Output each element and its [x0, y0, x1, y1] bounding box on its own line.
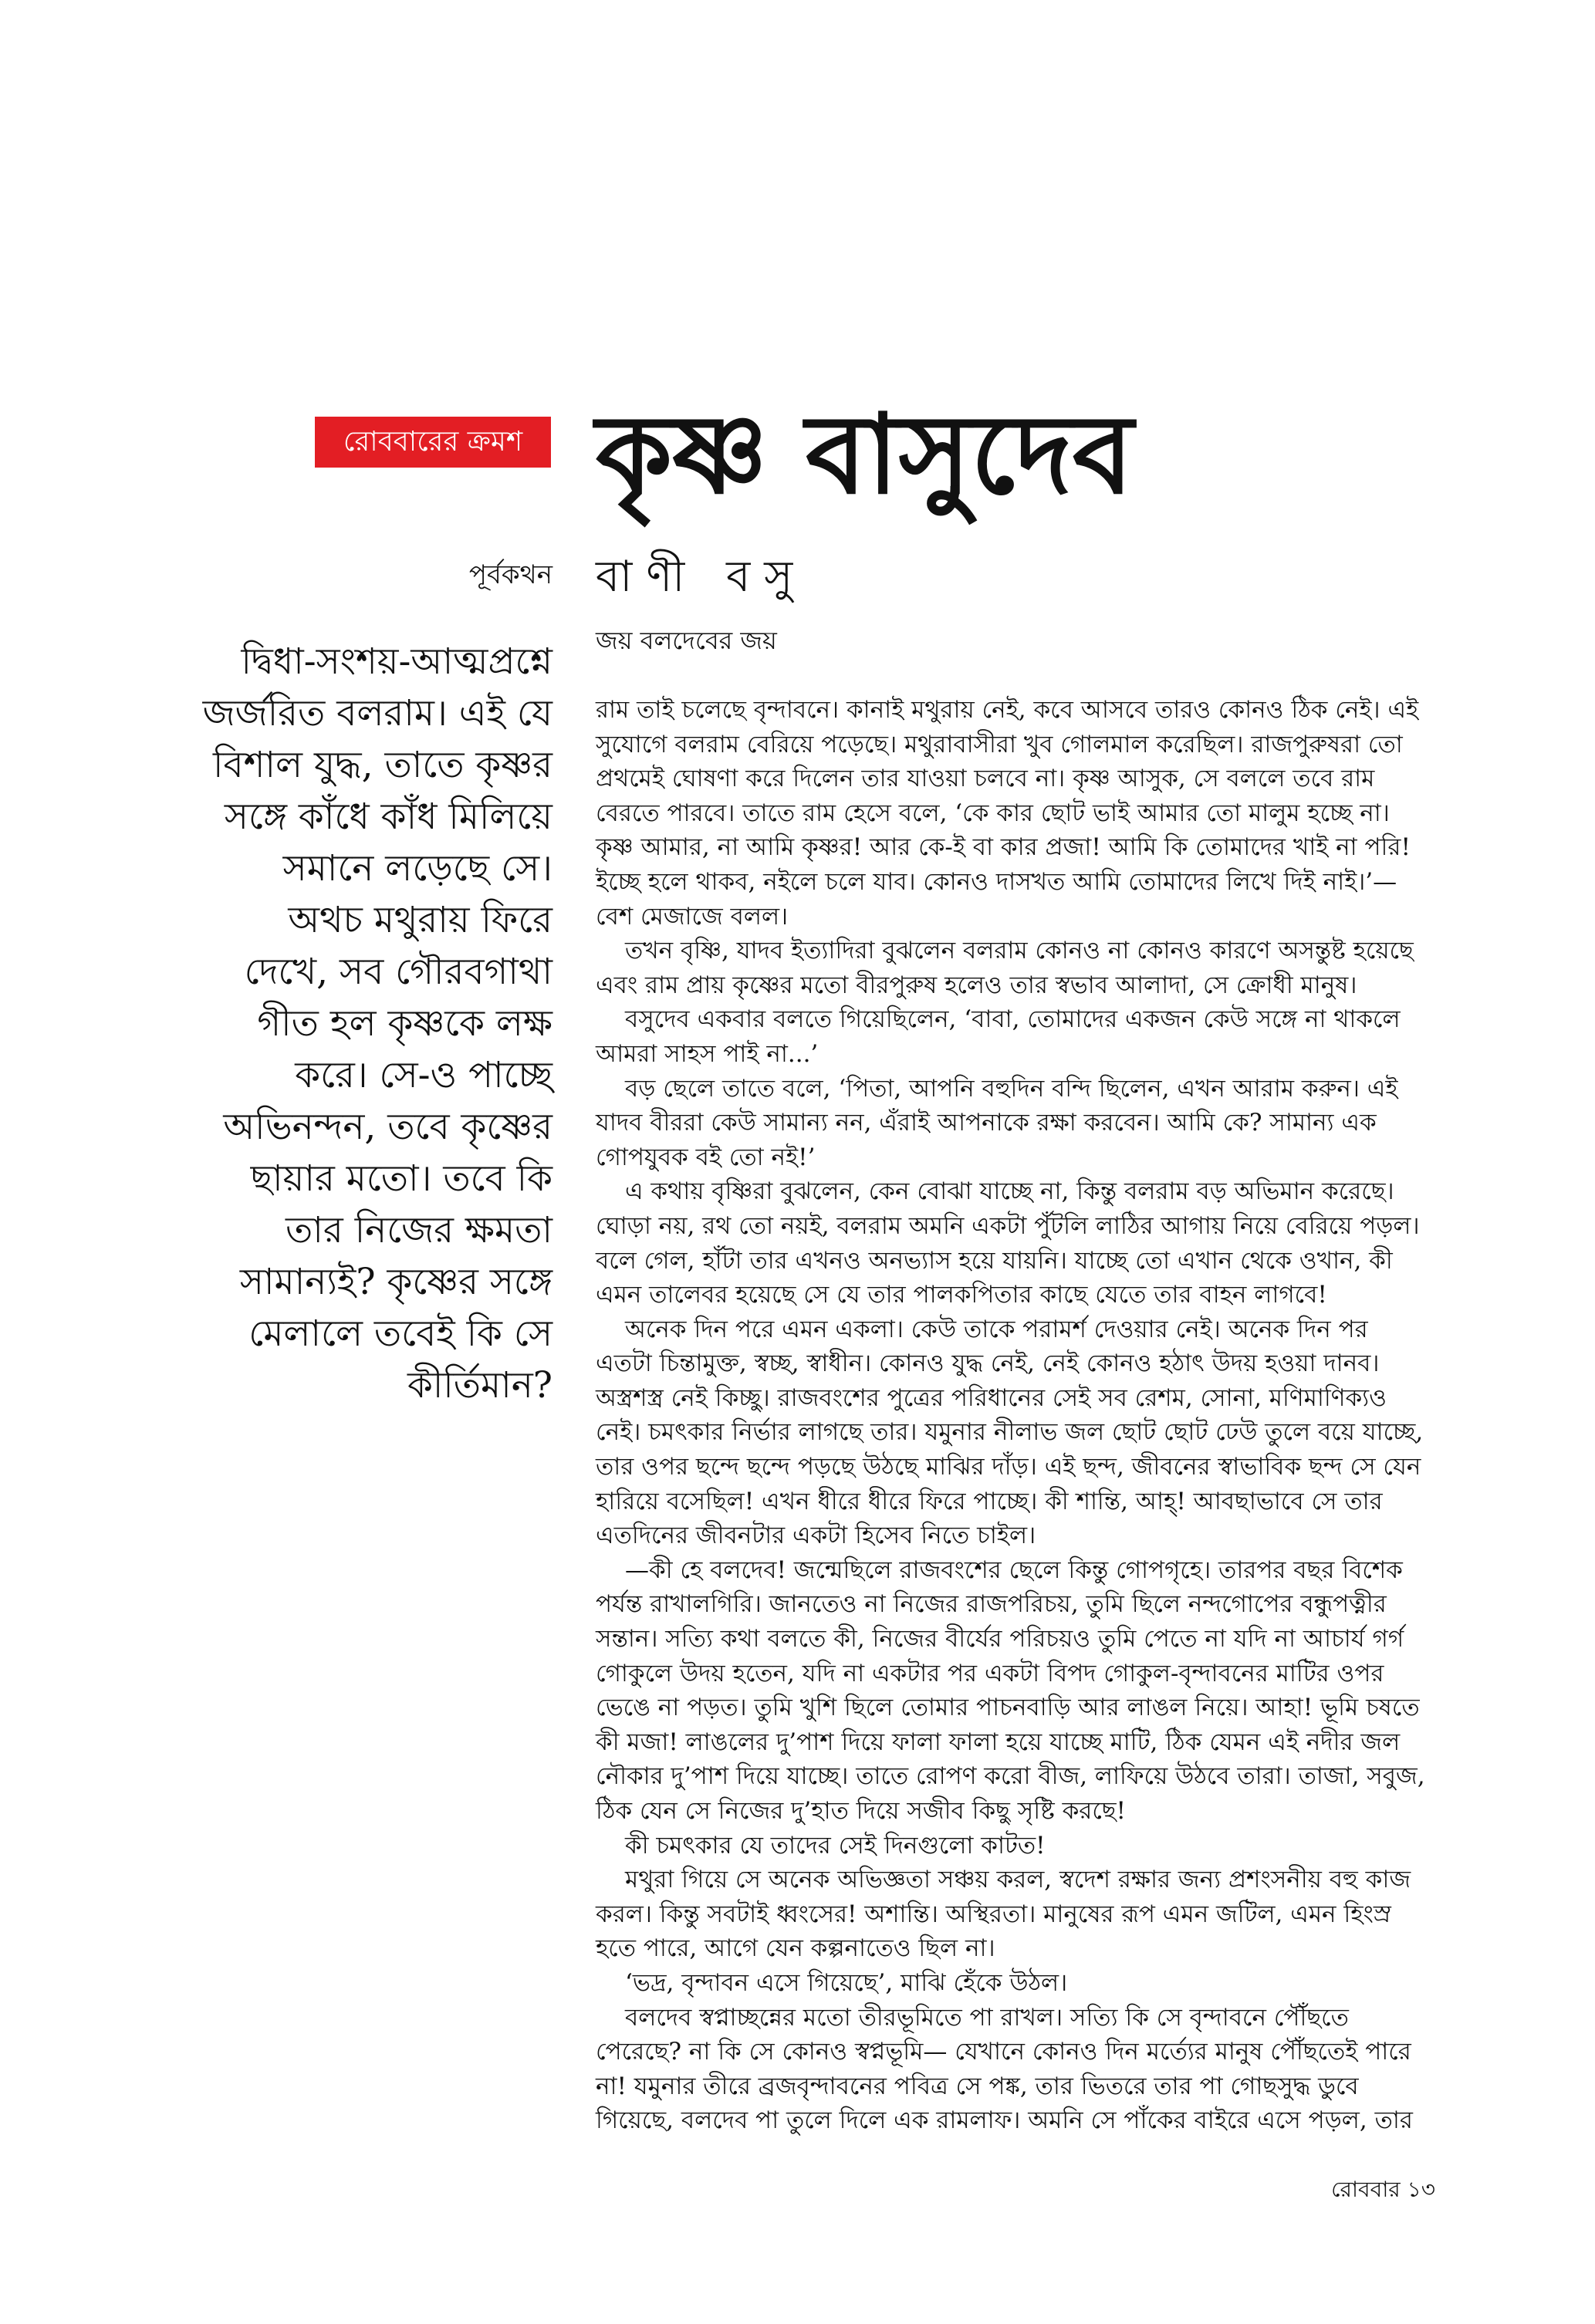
pull-quote-line: দেখে, সব গৌরবগাথা [244, 951, 553, 993]
pull-quote-line: বিশাল যুদ্ধ, তাতে কৃষ্ণর [213, 744, 553, 786]
pull-quote-line: তার নিজের ক্ষমতা [286, 1209, 553, 1252]
article-title: কৃষ্ণ বাসুদেব [596, 391, 1134, 519]
pull-quote-line: দ্বিধা-সংশয়-আত্মপ্রশ্নে [241, 640, 553, 683]
pull-quote-line: সামান্যই? কৃষ্ণের সঙ্গে [239, 1261, 553, 1303]
pull-quote-line: সঙ্গে কাঁধে কাঁধ মিলিয়ে [224, 795, 553, 838]
pull-quote-line: গীত হল কৃষ্ণকে লক্ষ [257, 1002, 553, 1045]
article-paragraph: রাম তাই চলেছে বৃন্দাবনে। কানাই মথুরায় নেই, কবে আসবে তারও কোনও ঠিক নেই। এই সুযোগে বলরাম বেরিয়ে পড়েছে। মথুরাবাসীরা খুব গোলমাল করেছিল। রাজপুরুষরা তো প্রথমেই ঘোষণা করে দিলেন তার যাওয়া চলবে না। কৃষ্ণ আসুক, সে বললে তবে রাম বেরতে পারবে। তাতে রাম হেসে বলে, ‘কে কার ছোট ভাই আমার তো মালুম হচ্ছে না। কৃষ্ণ আমার, না আমি কৃষ্ণর! আর কে-ই বা কার প্রজা! আমি কি তোমাদের খাই না পরি! ইচ্ছে হলে থাকব, নইলে চলে যাব। কোনও দাসখত আমি তোমাদের লিখে দিই নাই।’— বেশ মেজাজে বলল। [596, 696, 1419, 931]
pull-quote-line: ছায়ার মতো। তবে কি [250, 1157, 553, 1200]
pull-quote [139, 636, 553, 1411]
pull-quote-line: অথচ মথুরায় ফিরে [288, 899, 553, 941]
article-paragraph: অনেক দিন পরে এমন একলা। কেউ তাকে পরামর্শ দেওয়ার নেই। অনেক দিন পর এতটা চিন্তামুক্ত, স্বচ্ছ, স্বাধীন। কোনও যুদ্ধ নেই, নেই কোনও হঠাৎ উদয় হওয়া দানব। অস্ত্রশস্ত্র নেই কিচ্ছু। রাজবংশের পুত্রের পরিধানের সেই সব রেশম, সোনা, মণিমাণিক্যও নেই। চমৎকার নির্ভার লাগছে তার। যমুনার নীলাভ জল ছোট ছোট ঢেউ তুলে বয়ে যাচ্ছে, তার ওপর ছন্দে ছন্দে পড়ছে উঠছে মাঝির দাঁড়। এই ছন্দ, জীবনের স্বাভাবিক ছন্দ সে যেন হারিয়ে বসেছিল! এখন ধীরে ধীরে ফিরে পাচ্ছে। কী শান্তি, আহ্! আবছাভাবে সে তার এতদিনের জীবনটার একটা হিসেব নিতে চাইল। [596, 1315, 1424, 1550]
author-name: বাণী বসু [596, 552, 807, 602]
article-paragraph: তখন বৃষ্ণি, যাদব ইত্যাদিরা বুঝলেন বলরাম কোনও না কোনও কারণে অসন্তুষ্ট হয়েছে এবং রাম প্রায় কৃষ্ণের মতো বীরপুরুষ হলেও তার স্বভাব আলাদা, সে ক্রোধী মানুষ। [596, 937, 1414, 999]
article-body [596, 693, 1431, 2138]
article-paragraph: এ কথায় বৃষ্ণিরা বুঝলেন, কেন বোঝা যাচ্ছে না, কিন্তু বলরাম বড় অভিমান করেছে। ঘোড়া নয়, রথ তো নয়ই, বলরাম অমনি একটা পুঁটলি লাঠির আগায় নিয়ে বেরিয়ে পড়ল। বলে গেল, হাঁটা তার এখনও অনভ্যাস হয়ে যায়নি। যাচ্ছে তো এখান থেকে ওখান, কী এমন তালেবর হয়েছে সে যে তার পালকপিতার কাছে যেতে তার বাহন লাগবে! [596, 1177, 1420, 1309]
article-paragraph: মথুরা গিয়ে সে অনেক অভিজ্ঞতা সঞ্চয় করল, স্বদেশ রক্ষার জন্য প্রশংসনীয় বহু কাজ করল। কিন্তু সবটাই ধ্বংসের! অশান্তি। অস্থিরতা। মানুষের রূপ এমন জটিল, এমন হিংস্র হতে পারে, আগে যেন কল্পনাতেও ছিল না। [596, 1866, 1411, 1963]
article-subtitle: জয় বলদেবের জয় [596, 626, 777, 655]
article-paragraph: বসুদেব একবার বলতে গিয়েছিলেন, ‘বাবা, তোমাদের একজন কেউ সঙ্গে না থাকলে আমরা সাহস পাই না...’ [596, 1005, 1401, 1068]
article-paragraph: ‘ভদ্র, বৃন্দাবন এসে গিয়েছে’, মাঝি হেঁকে উঠল। [625, 1968, 1068, 1997]
pull-quote-line: মেলালে তবেই কি সে [248, 1312, 553, 1355]
article-paragraph: কী চমৎকার যে তাদের সেই দিনগুলো কাটত! [625, 1831, 1046, 1860]
pull-quote-line: জর্জরিত বলরাম। এই যে [202, 692, 553, 735]
page-folio: রোববার ১৩ [1331, 2177, 1435, 2202]
kicker-label: পূর্বকথন [468, 559, 553, 590]
pull-quote-line: অভিনন্দন, তবে কৃষ্ণের [223, 1106, 553, 1148]
series-tag: রোববারের ক্রমশ [315, 417, 551, 468]
pull-quote-line: কীর্তিমান? [407, 1364, 553, 1407]
pull-quote-line: করে। সে-ও পাচ্ছে [295, 1054, 553, 1096]
article-paragraph: বলদেব স্বপ্নাচ্ছন্নের মতো তীরভূমিতে পা রাখল। সত্যি কি সে বৃন্দাবনে পৌঁছতে পেরেছে? না কি সে কোনও স্বপ্নভূমি— যেখানে কোনও দিন মর্ত্যের মানুষ পৌঁছতেই পারে না! যমুনার তীরে ব্রজবৃন্দাবনের পবিত্র সে পঙ্ক, তার ভিতরে তার পা গোছসুদ্ধ ডুবে গিয়েছে, বলদেব পা তুলে দিলে এক রামলাফ। অমনি সে পাঁকের বাইরে এসে পড়ল, তার [596, 2003, 1413, 2135]
article-paragraph: বড় ছেলে তাতে বলে, ‘পিতা, আপনি বহুদিন বন্দি ছিলেন, এখন আরাম করুন। এই যাদব বীররা কেউ সামান্য নন, এঁরাই আপনাকে রক্ষা করবেন। আমি কে? সামান্য এক গোপযুবক বই তো নই!’ [596, 1074, 1398, 1171]
pull-quote-line: সমানে লড়েছে সে। [282, 847, 553, 890]
article-paragraph: —কী হে বলদেব! জন্মেছিলে রাজবংশের ছেলে কিন্তু গোপগৃহে। তারপর বছর বিশেক পর্যন্ত রাখালগিরি। জানতেও না নিজের রাজপরিচয়, তুমি ছিলে নন্দগোপের বন্ধুপত্নীর সন্তান। সত্যি কথা বলতে কী, নিজের বীর্যের পরিচয়ও তুমি পেতে না যদি না আচার্য গর্গ গোকুলে উদয় হতেন, যদি না একটার পর একটা বিপদ গোকুল-বৃন্দাবনের মাটির ওপর ভেঙে না পড়ত। তুমি খুশি ছিলে তোমার পাচনবাড়ি আর লাঙল নিয়ে। আহা! ভূমি চষতে কী মজা! লাঙলের দু’পাশ দিয়ে ফালা ফালা হয়ে যাচ্ছে মাটি, ঠিক যেমন এই নদীর জল নৌকার দু’পাশ দিয়ে যাচ্ছে। তাতে রোপণ করো বীজ, লাফিয়ে উঠবে তারা। তাজা, সবুজ, ঠিক যেন সে নিজের দু’হাত দিয়ে সজীব কিছু সৃষ্টি করছে! [596, 1556, 1425, 1825]
